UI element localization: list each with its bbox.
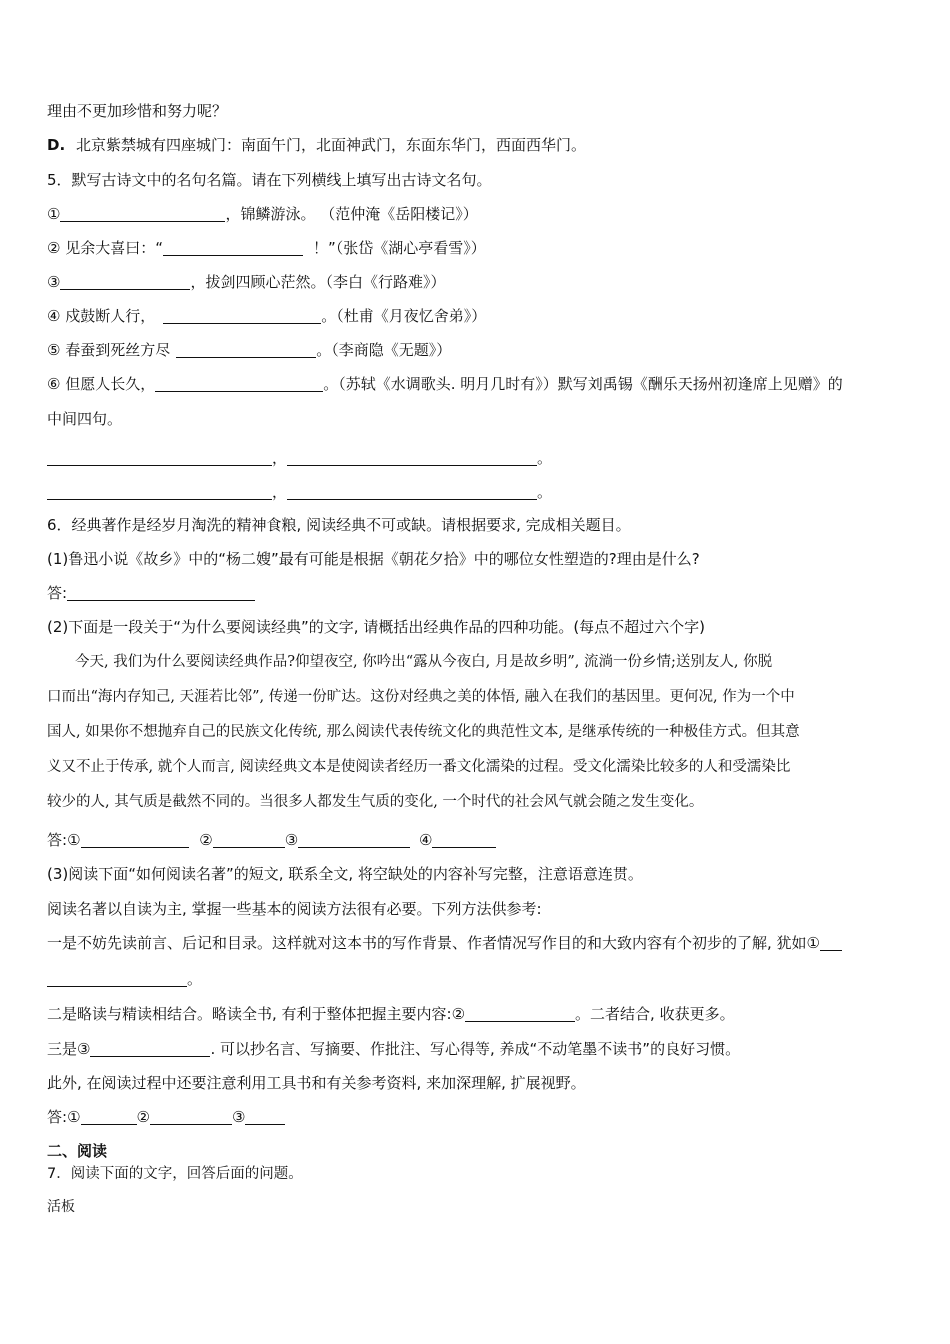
q5-item-1-before: ① (47, 205, 61, 223)
p3-line-1: 阅读名著以自读为主, 掌握一些基本的阅读方法很有必要。下列方法供参考: (47, 900, 542, 918)
q5-item-6-after: 。（苏轼《水调歌头. 明月几时有》）默写刘禹锡《酬乐天扬州初逢席上见赠》的 (323, 375, 843, 393)
marker-3: ③ (231, 1108, 246, 1126)
p3-line-6: 此外, 在阅读过程中还要注意利用工具书和有关参考资料, 来加深理解, 扩展视野。 (47, 1074, 586, 1092)
q6-answer1-blank[interactable] (67, 584, 255, 601)
q5-blank-4[interactable] (163, 307, 321, 324)
marker-4: ④ (418, 831, 433, 849)
marker-2: ② (199, 831, 213, 849)
q5-item-4-before: ④ 戍鼓断人行， (47, 307, 156, 325)
passage-line-2: 口而出“海内存知己, 天涯若比邻”, 传递一份旷达。这份对经典之美的体悟, 融入在我们的基因里。更何况, 作为一个中 (47, 689, 795, 705)
p3-line-5 (47, 1038, 910, 1060)
q6-prompt: 6．经典著作是经岁月淘洗的精神食粮, 阅读经典不可或缺。请根据要求, 完成相关题目。 (47, 516, 631, 534)
q5-item-2 (47, 237, 910, 259)
p3-line-5-end: . 可以抄名言、写摘要、作批注、写心得等, 养成“不动笔墨不读书”的良好习惯。 (210, 1040, 741, 1058)
answer-label: 答: (47, 584, 68, 602)
q5-item-5 (47, 339, 910, 361)
q5-item-2-after: ！”（张岱《湖心亭看雪》） (313, 239, 486, 257)
option-d (47, 134, 910, 156)
marker-1: ① (67, 1108, 81, 1126)
q5-blank-5[interactable] (176, 341, 316, 358)
answer-label: 答: (47, 1108, 68, 1126)
q5-item-3-after: ，拔剑四顾心茫然。（李白《行路难》） (190, 273, 446, 291)
q6-part3: (3)阅读下面“如何阅读名著”的短文, 联系全文, 将空缺处的内容补写完整，注意语意连贯。 (47, 865, 643, 883)
p3-line-3-end: 。 (187, 970, 203, 988)
q5-item-5-before: ⑤ 春蚕到死丝方尽 (47, 341, 171, 359)
period: 。 (537, 449, 553, 467)
p3-line-4-end: 。二者结合, 收获更多。 (575, 1005, 735, 1023)
q5-blank-line-1 (47, 447, 910, 469)
q5-blank-9[interactable] (47, 483, 272, 500)
q5-blank-3[interactable] (60, 273, 190, 290)
q5-item-3-before: ③ (47, 273, 61, 291)
q5-item-4-after: 。（杜甫《月夜忆舍弟》） (321, 307, 487, 325)
p3-line-4-text: 二是略读与精读相结合。略读全书, 有利于整体把握主要内容:② (47, 1005, 466, 1023)
q6-answer2-blank-3[interactable] (298, 831, 410, 848)
p3-blank-1b[interactable] (47, 970, 187, 987)
q6-answer3-blank-2[interactable] (150, 1108, 232, 1125)
q5-blank-1[interactable] (60, 205, 225, 222)
q5-blank-line-2 (47, 481, 910, 503)
q6-part1: (1)鲁迅小说《故乡》中的“杨二嫂”最有可能是根据《朝花夕拾》中的哪位女性塑造的?理由是什么? (47, 550, 700, 568)
q5-blank-7[interactable] (47, 449, 272, 466)
q5-blank-6[interactable] (155, 375, 323, 392)
p3-line-5-text: 三是③ (47, 1040, 91, 1058)
q6-answer3-blank-1[interactable] (81, 1108, 137, 1125)
q5-item-1-after: ，锦鳞游泳。 （范仲淹《岳阳楼记》） (225, 205, 478, 223)
passage-line-1: 今天, 我们为什么要阅读经典作品?仰望夜空, 你吟出“露从今夜白, 月是故乡明”, 流淌一份乡情;送别友人, 你脱 (75, 654, 773, 670)
p3-blank-1a[interactable] (820, 934, 842, 951)
passage-line-5: 较少的人, 其气质是截然不同的。当很多人都发生气质的变化, 一个时代的社会风气就会随之发生变化。 (47, 794, 704, 810)
p3-line-2-text: 一是不妨先读前言、后记和目录。这样就对这本书的写作背景、作者情况写作目的和大致内容有个初步的了解, 犹如① (47, 934, 820, 952)
q5-item-6 (47, 373, 910, 395)
q5-item-1 (47, 203, 910, 225)
section-2-title: 二、阅读 (47, 1142, 108, 1160)
q5-blank-10[interactable] (287, 483, 537, 500)
q5-item-3 (47, 271, 910, 293)
q6-answer3 (47, 1106, 910, 1128)
p3-line-4 (47, 1003, 910, 1025)
q5-item-4 (47, 305, 910, 327)
q5-blank-8[interactable] (287, 449, 537, 466)
p3-line-3 (47, 968, 910, 990)
p3-blank-3[interactable] (90, 1040, 210, 1057)
passage-line-4: 义又不止于传承, 就个人而言, 阅读经典文本是使阅读者经历一番文化濡染的过程。受文化濡染比较多的人和受濡染比 (47, 759, 791, 775)
passage-line-3: 国人, 如果你不想抛弃自己的民族文化传统, 那么阅读代表传统文化的典范性文本, 是继承传统的一种极佳方式。但其意 (47, 724, 800, 740)
comma: ， (272, 449, 288, 467)
q6-answer1 (47, 582, 910, 604)
option-d-continued: 理由不更加珍惜和努力呢？ (47, 102, 228, 120)
p3-blank-2[interactable] (465, 1005, 575, 1022)
q5-item-5-after: 。（李商隐《无题》） (316, 341, 452, 359)
q5-item-6-before: ⑥ 但愿人长久， (47, 375, 156, 393)
q6-answer2 (47, 829, 910, 851)
marker-1: ① (67, 831, 81, 849)
q6-answer2-blank-4[interactable] (432, 831, 496, 848)
q6-answer3-blank-3[interactable] (245, 1108, 285, 1125)
comma: ， (272, 483, 288, 501)
q6-answer2-blank-1[interactable] (81, 831, 189, 848)
marker-2: ② (136, 1108, 150, 1126)
q5-continuation: 中间四句。 (47, 410, 123, 428)
q6-answer2-blank-2[interactable] (213, 831, 285, 848)
marker-3: ③ (284, 831, 299, 849)
option-d-label: D. (47, 136, 66, 154)
q5-prompt: 5．默写古诗文中的名句名篇。请在下列横线上填写出古诗文名句。 (47, 171, 492, 189)
answer-label: 答: (47, 831, 68, 849)
p3-line-2 (47, 932, 910, 954)
q5-blank-2[interactable] (163, 239, 303, 256)
q7-text-title: 活板 (47, 1199, 75, 1215)
q7-prompt: 7．阅读下面的文字，回答后面的问题。 (47, 1166, 303, 1182)
q6-part2: (2)下面是一段关于“为什么要阅读经典”的文字, 请概括出经典作品的四种功能。(每点不超过六个字) (47, 618, 706, 636)
period: 。 (537, 483, 553, 501)
option-d-text: 北京紫禁城有四座城门：南面午门，北面神武门，东面东华门，西面西华门。 (75, 136, 586, 154)
q5-item-2-before: ② 见余大喜曰：“ (47, 239, 163, 257)
